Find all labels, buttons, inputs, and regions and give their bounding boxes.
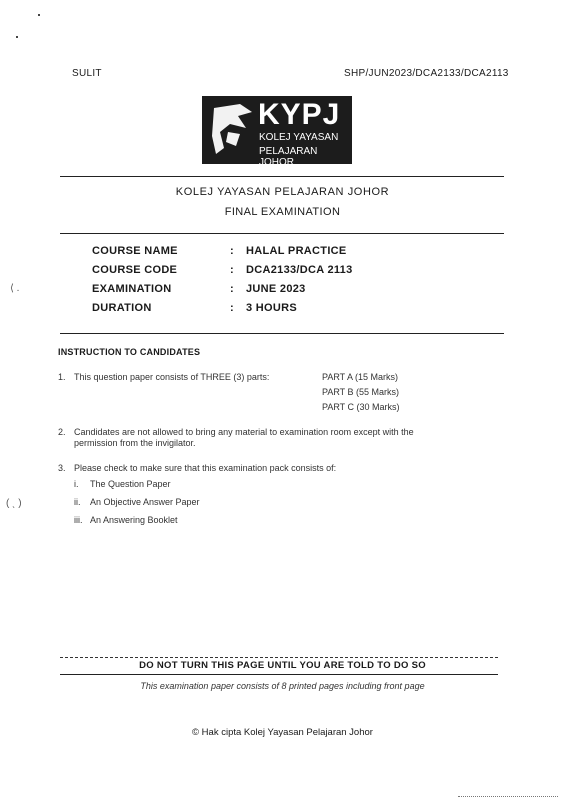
checklist-item-question-paper: The Question Paper [90, 479, 171, 489]
course-code-value: DCA2133/DCA 2113 [246, 264, 353, 276]
kypj-emblem-icon [210, 102, 256, 158]
checklist-item-number: i. [74, 479, 79, 489]
paper-reference-code: SHP/JUN2023/DCA2133/DCA2113 [344, 68, 509, 79]
exam-title: FINAL EXAMINATION [224, 206, 341, 218]
checklist-item-number: ii. [74, 497, 81, 507]
instruction-1-text: This question paper consists of THREE (3) parts: [74, 372, 270, 382]
divider [60, 333, 504, 334]
logo-line-1: KOLEJ YAYASAN [259, 132, 339, 143]
scan-mark: ⟨ . [10, 283, 20, 294]
duration-value: 3 HOURS [246, 302, 297, 314]
instruction-2-number: 2. [58, 427, 66, 437]
scan-mark: ( ˎ ) [6, 498, 22, 509]
scan-speck [16, 36, 18, 38]
examination-colon: : [230, 283, 234, 295]
course-name-value: HALAL PRACTICE [246, 245, 347, 257]
instructions-heading: INSTRUCTION TO CANDIDATES [58, 347, 201, 357]
classification-label: SULIT [72, 68, 102, 79]
divider [60, 233, 504, 234]
copyright-notice: © Hak cipta Kolej Yayasan Pelajaran Johor [192, 727, 373, 738]
checklist-item-objective-answer-paper: An Objective Answer Paper [90, 497, 200, 507]
part-a-marks: PART A (15 Marks) [322, 372, 399, 382]
duration-label: DURATION [92, 302, 152, 314]
instruction-3-number: 3. [58, 463, 66, 473]
scan-speck [38, 14, 40, 16]
part-c-marks: PART C (30 Marks) [322, 402, 400, 412]
course-name-colon: : [230, 245, 234, 257]
course-code-label: COURSE CODE [92, 264, 178, 276]
divider [60, 657, 498, 658]
examination-label: EXAMINATION [92, 283, 172, 295]
instruction-1-number: 1. [58, 372, 66, 382]
page-count-note: This examination paper consists of 8 printed pages including front page [140, 681, 425, 691]
divider [60, 674, 498, 675]
instruction-2-line-1: Candidates are not allowed to bring any material to examination room except with the [74, 427, 414, 437]
examination-value: JUNE 2023 [246, 283, 306, 295]
logo-wordmark: KYPJ [258, 98, 341, 131]
instruction-2-line-2: permission from the invigilator. [74, 438, 196, 448]
kypj-logo [202, 96, 352, 168]
checklist-item-number: iii. [74, 515, 83, 525]
instruction-3-text: Please check to make sure that this examination pack consists of: [74, 463, 337, 473]
scan-edge-mark [458, 796, 558, 798]
checklist-item-answering-booklet: An Answering Booklet [90, 515, 178, 525]
divider [60, 176, 504, 177]
institution-name: KOLEJ YAYASAN PELAJARAN JOHOR [175, 186, 390, 198]
part-b-marks: PART B (55 Marks) [322, 387, 400, 397]
do-not-turn-warning: DO NOT TURN THIS PAGE UNTIL YOU ARE TOLD TO DO SO [139, 660, 426, 671]
course-name-label: COURSE NAME [92, 245, 178, 257]
course-code-colon: : [230, 264, 234, 276]
logo-line-2: PELAJARAN JOHOR [259, 146, 318, 168]
duration-colon: : [230, 302, 234, 314]
